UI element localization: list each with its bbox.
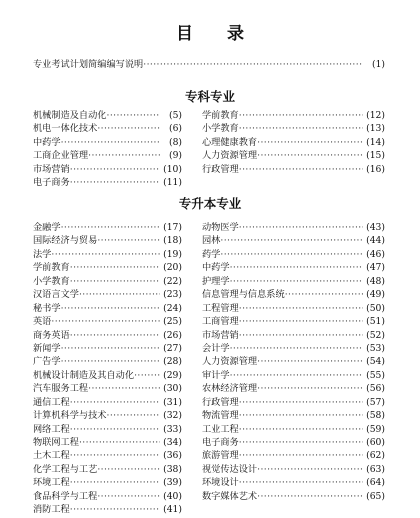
entry-page: (6) <box>168 123 182 135</box>
entry-label: 园林 <box>202 235 221 247</box>
leader-dots <box>257 150 363 162</box>
entry-page: (36) <box>163 450 182 462</box>
entry-label: 学前教育 <box>202 110 239 121</box>
entry-page: (29) <box>163 369 182 381</box>
leader-dots <box>134 370 160 382</box>
leader-dots <box>61 137 160 149</box>
toc-entry[interactable] <box>33 222 182 234</box>
entry-page: (17) <box>163 222 182 233</box>
entry-label: 机械制造及自动化 <box>33 110 107 121</box>
page-title: 目 录 <box>176 24 258 44</box>
entry-label: 商务英语 <box>33 329 70 341</box>
entry-label: 工商企业管理 <box>33 150 89 162</box>
entry-page: (20) <box>163 262 182 274</box>
entry-label: 会计学 <box>202 342 230 354</box>
toc-entry[interactable] <box>33 477 182 489</box>
leader-dots <box>51 316 160 328</box>
leader-dots <box>230 343 363 355</box>
entry-label: 小学教育 <box>202 123 239 135</box>
entry-page: (15) <box>366 150 385 162</box>
leader-dots <box>97 123 160 135</box>
toc-entry[interactable] <box>33 370 182 382</box>
toc-entry[interactable] <box>33 330 182 342</box>
leader-dots <box>51 249 160 261</box>
entry-page: (53) <box>366 342 385 354</box>
entry-page: (40) <box>163 490 182 502</box>
entry-label: 电子商务 <box>33 177 70 189</box>
entry-page: (28) <box>163 356 182 368</box>
section-heading-upgrade: 专升本专业 <box>178 196 242 211</box>
entry-page: (50) <box>366 302 385 314</box>
leader-dots <box>107 410 161 422</box>
leader-dots <box>70 477 160 489</box>
toc-entry[interactable] <box>202 123 385 135</box>
entry-page: (38) <box>163 463 182 475</box>
entry-page: (33) <box>163 423 182 435</box>
entry-label: 电子商务 <box>202 437 239 448</box>
leader-dots <box>61 356 160 368</box>
entry-label: 数字媒体艺术 <box>202 490 258 502</box>
leader-dots <box>239 437 363 449</box>
leader-dots <box>70 177 160 189</box>
toc-entry[interactable] <box>202 164 385 176</box>
leader-dots <box>257 464 363 476</box>
leader-dots <box>70 262 160 274</box>
entry-page: (54) <box>366 356 385 368</box>
toc-entry[interactable] <box>202 397 385 409</box>
leader-dots <box>239 330 363 342</box>
leader-dots <box>230 276 363 288</box>
entry-label: 工程管理 <box>202 302 239 314</box>
toc-entry[interactable] <box>202 150 385 162</box>
toc-entry[interactable] <box>33 249 182 261</box>
entry-label: 人力资源管理 <box>202 150 258 162</box>
toc-entry[interactable] <box>202 235 385 247</box>
entry-page: (26) <box>163 329 182 341</box>
entry-page: (56) <box>366 383 385 395</box>
toc-entry[interactable] <box>202 249 385 261</box>
entry-label: 环境设计 <box>202 477 239 489</box>
entry-label: 信息管理与信息系统 <box>202 289 285 301</box>
entry-page: (51) <box>366 316 385 328</box>
entry-label: 食品科学与工程 <box>33 490 98 502</box>
toc-entry[interactable] <box>33 356 182 368</box>
toc-entry[interactable] <box>33 316 182 328</box>
entry-page: (60) <box>366 437 385 448</box>
toc-entry[interactable] <box>202 330 385 342</box>
toc-entry[interactable] <box>202 276 385 288</box>
entry-page: (39) <box>163 477 182 489</box>
toc-entry[interactable] <box>202 370 385 382</box>
entry-page: (27) <box>163 342 182 354</box>
entry-page: (8) <box>168 136 182 148</box>
leader-dots <box>61 343 160 355</box>
toc-entry[interactable] <box>202 262 385 274</box>
section-heading-junior-college: 专科专业 <box>184 89 235 104</box>
entry-label: 网络工程 <box>33 423 70 435</box>
toc-entry[interactable] <box>33 164 182 176</box>
leader-dots <box>220 235 363 247</box>
leader-dots <box>239 477 363 489</box>
entry-label: 英语 <box>33 316 52 328</box>
toc-entry[interactable] <box>33 383 182 395</box>
entry-page: (43) <box>366 222 385 233</box>
toc-entry[interactable] <box>33 504 182 516</box>
entry-page: (47) <box>366 262 385 274</box>
entry-page: (5) <box>168 110 182 121</box>
intro-entry[interactable] <box>33 59 385 71</box>
toc-entry[interactable] <box>202 356 385 368</box>
leader-dots <box>97 235 160 247</box>
leader-dots <box>79 437 160 449</box>
entry-page: (18) <box>163 235 182 247</box>
leader-dots <box>257 137 363 149</box>
leader-dots <box>239 316 363 328</box>
entry-label: 广告学 <box>33 356 61 368</box>
entry-page: (48) <box>366 275 385 287</box>
toc-entry[interactable] <box>33 150 182 162</box>
entry-page: (19) <box>163 248 182 260</box>
toc-entry[interactable] <box>202 450 385 462</box>
leader-dots <box>220 249 363 261</box>
toc-entry[interactable] <box>202 477 385 489</box>
entry-label: 计算机科学与技术 <box>33 410 107 422</box>
toc-entry[interactable] <box>202 491 385 503</box>
entry-page: (25) <box>163 316 182 328</box>
entry-label: 中药学 <box>202 262 230 274</box>
toc-entry[interactable] <box>33 177 182 189</box>
entry-label: 机械设计制造及其自动化 <box>33 369 135 381</box>
toc-entry[interactable] <box>202 303 385 315</box>
entry-label: 视觉传达设计 <box>202 463 258 475</box>
leader-dots <box>70 276 160 288</box>
entry-page: (49) <box>366 289 385 301</box>
leader-dots <box>239 110 363 122</box>
entry-page: (52) <box>366 329 385 341</box>
leader-dots <box>70 164 160 176</box>
toc-entry[interactable] <box>33 303 182 315</box>
leader-dots <box>257 383 363 395</box>
leader-dots <box>61 303 160 315</box>
entry-label: 汽车服务工程 <box>33 383 89 395</box>
entry-label: 小学教育 <box>33 275 70 287</box>
entry-page: (57) <box>366 396 385 408</box>
entry-label: 环境工程 <box>33 477 70 489</box>
entry-page: (44) <box>366 235 385 247</box>
toc-entry[interactable] <box>202 222 385 234</box>
toc-entry[interactable] <box>202 464 385 476</box>
entry-page: (16) <box>366 163 385 175</box>
leader-dots <box>257 491 363 503</box>
toc-entry[interactable] <box>202 383 385 395</box>
entry-page: (24) <box>163 302 182 314</box>
entry-page: (9) <box>168 150 182 162</box>
entry-label: 国际经济与贸易 <box>33 235 98 247</box>
entry-page: (59) <box>366 423 385 435</box>
toc-entry[interactable] <box>33 450 182 462</box>
entry-label: 心理健康教育 <box>202 136 258 148</box>
entry-label: 行政管理 <box>202 163 239 175</box>
leader-dots <box>79 289 160 301</box>
toc-entry[interactable] <box>202 410 385 422</box>
upgrade-right-column <box>202 222 385 504</box>
leader-dots <box>239 164 363 176</box>
leader-dots <box>107 110 161 122</box>
entry-label: 物流管理 <box>202 410 239 422</box>
entry-label: 动物医学 <box>202 222 239 233</box>
entry-page: (65) <box>366 490 385 502</box>
leader-dots <box>239 123 363 135</box>
toc-entry[interactable] <box>202 437 385 449</box>
entry-label: 人力资源管理 <box>202 356 258 368</box>
toc-entry[interactable] <box>33 464 182 476</box>
entry-page: (41) <box>163 504 182 516</box>
entry-label: 市场营销 <box>202 329 239 341</box>
entry-label: 法学 <box>33 248 52 260</box>
entry-page: (64) <box>366 477 385 489</box>
toc-entry[interactable] <box>33 397 182 409</box>
toc-entry[interactable] <box>33 123 182 135</box>
leader-dots <box>230 262 363 274</box>
junior-college-right-column <box>202 110 385 177</box>
entry-page: (55) <box>366 369 385 381</box>
entry-label: 药学 <box>202 248 221 260</box>
toc-entry[interactable] <box>33 289 182 301</box>
leader-dots <box>143 59 363 71</box>
leader-dots <box>230 370 363 382</box>
entry-page: (12) <box>366 110 385 121</box>
leader-dots <box>239 397 363 409</box>
leader-dots <box>239 424 363 436</box>
entry-label: 工业工程 <box>202 423 239 435</box>
entry-label: 土木工程 <box>33 450 70 462</box>
toc-entry[interactable] <box>33 137 182 149</box>
leader-dots <box>88 383 160 395</box>
entry-label: 旅游管理 <box>202 450 239 462</box>
toc-entry[interactable] <box>202 343 385 355</box>
entry-page: (34) <box>163 437 182 448</box>
toc-entry[interactable] <box>202 316 385 328</box>
leader-dots <box>61 222 160 234</box>
leader-dots <box>257 356 363 368</box>
entry-label: 通信工程 <box>33 396 70 408</box>
toc-entry[interactable] <box>33 110 182 122</box>
leader-dots <box>97 491 160 503</box>
entry-label: 消防工程 <box>33 504 70 516</box>
entry-label: 工商管理 <box>202 316 239 328</box>
entry-page: (58) <box>366 410 385 422</box>
entry-page: (1) <box>371 59 385 70</box>
leader-dots <box>285 289 363 301</box>
leader-dots <box>239 450 363 462</box>
junior-college-left-column <box>33 110 182 191</box>
leader-dots <box>239 303 363 315</box>
entry-page: (46) <box>366 248 385 260</box>
entry-label: 行政管理 <box>202 396 239 408</box>
entry-page: (13) <box>366 123 385 135</box>
upgrade-left-column <box>33 222 182 518</box>
entry-label: 物联网工程 <box>33 437 79 448</box>
toc-entry[interactable] <box>202 424 385 436</box>
entry-label: 护理学 <box>202 275 230 287</box>
toc-entry[interactable] <box>33 343 182 355</box>
entry-label: 市场营销 <box>33 163 70 175</box>
toc-entry[interactable] <box>33 235 182 247</box>
toc-entry[interactable] <box>202 110 385 122</box>
entry-label: 专业考试计划简编编写说明 <box>33 59 144 70</box>
toc-entry[interactable] <box>33 437 182 449</box>
entry-label: 农林经济管理 <box>202 383 258 395</box>
entry-page: (11) <box>163 177 182 189</box>
entry-page: (31) <box>163 396 182 408</box>
entry-page: (62) <box>366 450 385 462</box>
leader-dots <box>70 424 160 436</box>
entry-label: 机电一体化技术 <box>33 123 98 135</box>
entry-page: (22) <box>163 275 182 287</box>
toc-entry[interactable] <box>33 491 182 503</box>
toc-entry[interactable] <box>33 262 182 274</box>
entry-page: (10) <box>163 163 182 175</box>
leader-dots <box>97 464 160 476</box>
entry-page: (30) <box>163 383 182 395</box>
entry-page: (32) <box>163 410 182 422</box>
entry-label: 秘书学 <box>33 302 61 314</box>
entry-label: 汉语言文学 <box>33 289 79 301</box>
entry-label: 新闻学 <box>33 342 61 354</box>
entry-label: 化学工程与工艺 <box>33 463 98 475</box>
leader-dots <box>88 150 160 162</box>
toc-entry[interactable] <box>202 289 385 301</box>
leader-dots <box>70 450 160 462</box>
entry-label: 审计学 <box>202 369 230 381</box>
toc-entry[interactable] <box>33 424 182 436</box>
entry-page: (63) <box>366 463 385 475</box>
entry-page: (23) <box>163 289 182 301</box>
entry-label: 学前教育 <box>33 262 70 274</box>
leader-dots <box>70 504 160 516</box>
entry-label: 金融学 <box>33 222 61 233</box>
toc-entry[interactable] <box>33 410 182 422</box>
leader-dots <box>70 330 160 342</box>
leader-dots <box>239 410 363 422</box>
leader-dots <box>239 222 363 234</box>
entry-label: 中药学 <box>33 136 61 148</box>
toc-entry[interactable] <box>33 276 182 288</box>
leader-dots <box>70 397 160 409</box>
toc-entry[interactable] <box>202 137 385 149</box>
entry-page: (14) <box>366 136 385 148</box>
